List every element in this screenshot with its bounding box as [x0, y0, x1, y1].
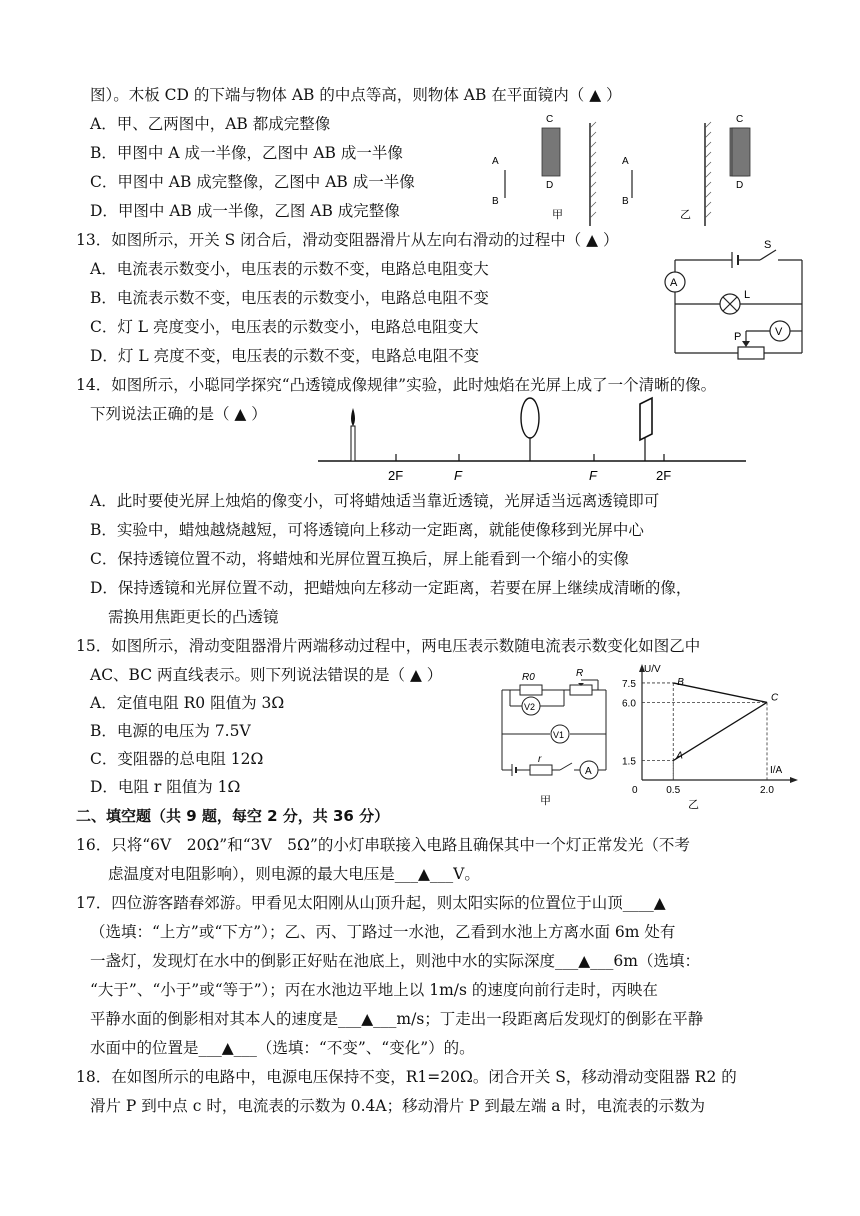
q16-stem: 16．只将“6V 20Ω”和“3V 5Ω”的小灯串联接入电路且确保其中一个灯正常发光（不考 — [76, 836, 690, 854]
y-axis-label: U/V — [644, 664, 661, 675]
q17-line-4: “大于”、“小于”或“等于”）；丙在水池边平地上以 1m/s 的速度向前行走时，丙映在 — [90, 981, 658, 999]
convex-lens — [521, 398, 539, 438]
label-r0: R0 — [522, 672, 535, 683]
q14-option-d-cont: 需换用焦距更长的凸透镜 — [108, 608, 279, 626]
q13-option-b: B．电流表示数不变，电压表的示数变小，电路总电阻不变 — [90, 289, 489, 307]
figure-q15-circuit — [494, 664, 614, 812]
label-b-yi: B — [622, 196, 629, 207]
q14-option-c: C．保持透镜位置不动，将蜡烛和光屏位置互换后，屏上能看到一个缩小的实像 — [90, 550, 629, 568]
x-axis-label: I/A — [770, 765, 783, 776]
figure-q12-plane-mirror — [480, 108, 720, 230]
switch-label: S — [764, 239, 772, 251]
voltmeter-label: V — [775, 326, 783, 338]
label-v1: V1 — [553, 730, 565, 740]
caption-yi: 乙 — [680, 209, 691, 221]
mirror-hatch-yi — [705, 122, 711, 218]
label-r-small: r — [538, 754, 542, 765]
q15-option-d: D．电阻 r 阻值为 1Ω — [90, 778, 241, 796]
label-d-jia: D — [546, 180, 554, 191]
q17-line-2: （选填：“上方”或“下方”）；乙、丙、丁路过一水池，乙看到水池上方离水面 6m 处有 — [90, 923, 676, 941]
tick-f-right: F — [589, 468, 597, 483]
q15-option-b: B．电源的电压为 7.5V — [90, 722, 251, 740]
q14-option-a: A．此时要使光屏上烛焰的像变小，可将蜡烛适当靠近透镜，光屏适当远离透镜即可 — [90, 492, 660, 510]
series-line-bc — [673, 683, 767, 702]
q15-stem-cont: AC、BC 两直线表示。则下列说法错误的是（ ▲ ） — [90, 666, 443, 684]
q12-option-a: A．甲、乙两图中，AB 都成完整像 — [90, 115, 331, 133]
q17-stem: 17．四位游客踏春郊游。甲看见太阳刚从山顶升起，则太阳实际的位置位于山顶____▲ — [76, 894, 666, 912]
q13-option-d: D．灯 L 亮度不变，电压表的示数不变，电路总电阻不变 — [90, 347, 480, 365]
x-tick-label-2: 2.0 — [760, 785, 774, 796]
figure-q15-ui-graph — [620, 660, 800, 812]
point-label-a: A — [676, 750, 683, 762]
q13-option-c: C．灯 L 亮度变小，电压表的示数变小，电路总电阻变大 — [90, 318, 479, 336]
q14-stem-cont: 下列说法正确的是（ ▲ ） — [90, 405, 267, 423]
q13-option-a: A．电流表示数变小，电压表的示数不变，电路总电阻变大 — [90, 260, 489, 278]
q14-option-b: B．实验中，蜡烛越烧越短，可将透镜向上移动一定距离，就能使像移到光屏中心 — [90, 521, 644, 539]
label-v2: V2 — [524, 702, 536, 712]
light-screen — [640, 398, 652, 440]
q12-stem-end: 图）。木板 CD 的下端与物体 AB 的中点等高，则物体 AB 在平面镜内（ ▲ ） — [90, 86, 622, 104]
tick-2f-right: 2F — [656, 468, 672, 483]
q12-option-c: C．甲图中 AB 成完整像，乙图中 AB 成一半像 — [90, 173, 415, 191]
slider-label: P — [734, 331, 742, 343]
caption-jia: 甲 — [552, 209, 563, 221]
label-c-jia: C — [546, 114, 554, 125]
candle — [351, 426, 355, 461]
q17-line-6: 水面中的位置是___▲___（选填：“不变”、“变化”）的。 — [90, 1039, 475, 1057]
label-b-jia: B — [492, 196, 499, 207]
label-a-q15: A — [585, 766, 592, 777]
lamp-label: L — [744, 289, 751, 301]
caption-q15-jia: 甲 — [540, 795, 551, 807]
board-cd-jia — [542, 128, 560, 176]
figure-q12-board-yi — [722, 108, 762, 208]
section-heading-fill-blank: 二、填空题（共 9 题，每空 2 分，共 36 分） — [76, 807, 390, 825]
q15-option-c: C．变阻器的总电阻 12Ω — [90, 750, 264, 768]
q13-stem: 13．如图所示，开关 S 闭合后，滑动变阻器滑片从左向右滑动的过程中（ ▲ ） — [76, 231, 619, 249]
q12-option-d: D．甲图中 AB 成一半像，乙图 AB 成完整像 — [90, 202, 400, 220]
label-d-yi: D — [736, 180, 744, 191]
candle-flame — [351, 408, 355, 426]
y-tick-label-1: 6.0 — [622, 698, 636, 710]
q14-option-d: D．保持透镜和光屏位置不动，把蜡烛向左移动一定距离，若要在屏上继续成清晰的像， — [90, 579, 692, 597]
figure-q13-circuit — [660, 236, 810, 362]
slider-arrow — [742, 341, 750, 347]
q17-line-5: 平静水面的倒影相对其本人的速度是___▲___m/s；丁走出一段距离后发现灯的倒影在平静 — [90, 1010, 704, 1028]
label-a-yi: A — [622, 156, 629, 167]
board-cd-yi-rect — [732, 128, 750, 176]
tick-2f-left: 2F — [388, 468, 404, 483]
caption-q15-yi: 乙 — [688, 799, 699, 811]
x-tick-label-0: 0 — [632, 785, 638, 796]
q18-stem-cont: 滑片 P 到中点 c 时，电流表的示数为 0.4A；移动滑片 P 到最左端 a 时，电流表的示数为 — [90, 1097, 705, 1115]
q17-line-3: 一盏灯，发现灯在水中的倒影正好贴在池底上，则池中水的实际深度___▲___6m（选填： — [90, 952, 700, 970]
tick-f-left: F — [454, 468, 462, 483]
q18-stem: 18．在如图所示的电路中，电源电压保持不变，R1=20Ω。闭合开关 S，移动滑动变阻器 R2 的 — [76, 1068, 737, 1086]
x-axis-arrow — [790, 777, 798, 783]
point-label-c: C — [771, 692, 779, 704]
label-c-yi: C — [736, 114, 744, 125]
mirror-hatch-jia — [590, 122, 596, 218]
ammeter-label: A — [670, 277, 678, 289]
x-tick-label-1: 0.5 — [666, 785, 681, 796]
y-tick-label-0: 1.5 — [622, 756, 636, 768]
series-line-ac — [673, 702, 767, 760]
label-a-jia: A — [492, 156, 499, 167]
label-r: R — [576, 668, 584, 679]
point-label-b: B — [677, 676, 684, 688]
q16-stem-cont: 虑温度对电阻影响），则电源的最大电压是___▲___V。 — [108, 865, 480, 883]
y-tick-label-2: 7.5 — [622, 678, 636, 690]
q15-option-a: A．定值电阻 R0 阻值为 3Ω — [90, 694, 285, 712]
figure-q14-optical-bench — [318, 396, 748, 488]
q15-stem: 15．如图所示，滑动变阻器滑片两端移动过程中，两电压表示数随电流表示数变化如图乙中 — [76, 637, 701, 655]
q12-option-b: B．甲图中 A 成一半像，乙图中 AB 成一半像 — [90, 144, 403, 162]
q14-stem: 14．如图所示，小聪同学探究“凸透镜成像规律”实验，此时烛焰在光屏上成了一个清晰的像。 — [76, 376, 717, 394]
